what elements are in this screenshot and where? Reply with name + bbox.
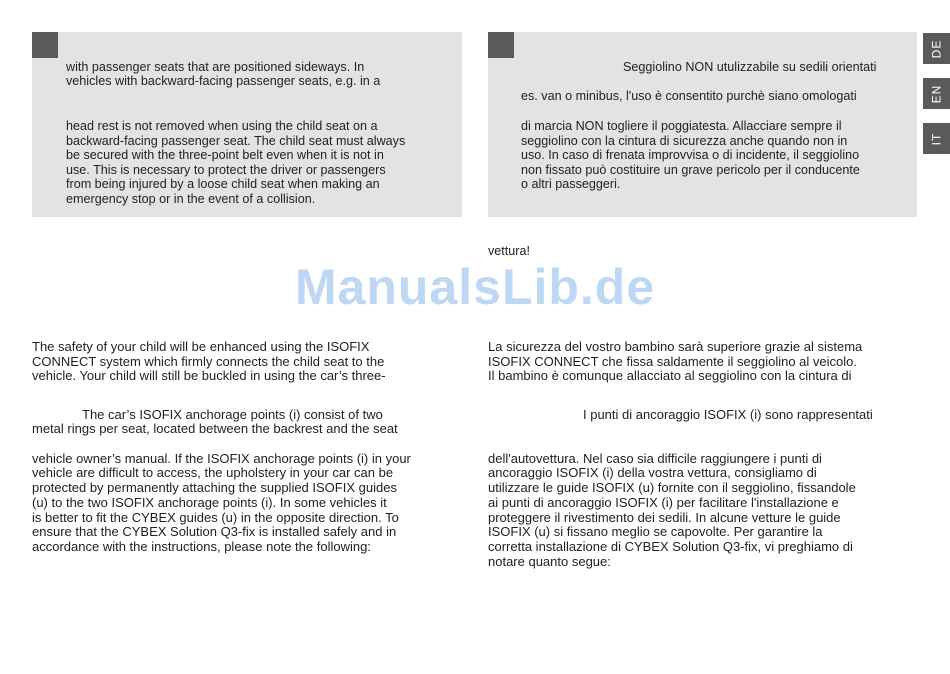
body-text-line: vehicle are difficult to access, the upholstery in your car can be [32,465,394,480]
body-text-line: I punti di ancoraggio ISOFIX (i) sono rappresentati [583,407,873,422]
warning-marker-icon [488,32,514,58]
continuation-text: vettura! [488,244,530,258]
body-text-line: corretta installazione di CYBEX Solution Q3-fix, vi preghiamo di [488,539,853,554]
body-text-line: Il bambino è comunque allacciato al seggiolino con la cintura di [488,368,852,383]
warning-text-line: uso. In caso di frenata improvvisa o di incidente, il seggiolino [521,148,860,162]
body-text-line: utilizzare le guide ISOFIX (u) fornite con il seggiolino, fissandole [488,480,856,495]
warning-text-line: non fissato può costituire un grave pericolo per il conducente [521,163,860,177]
tab-it-label: IT [929,132,944,145]
warning-text-line: from being injured by a loose child seat when making an [66,177,380,191]
warning-marker-icon [32,32,58,58]
tab-it[interactable] [923,123,950,154]
body-text-line: vehicle. Your child will still be buckled in using the car’s three- [32,368,386,383]
body-text-line: La sicurezza del vostro bambino sarà superiore grazie al sistema [488,339,863,354]
warning-text-line: es. van o minibus, l'uso è consentito purchè siano omologati [521,89,857,103]
warning-text-line: di marcia NON togliere il poggiatesta. Allacciare sempre il [521,119,842,133]
body-text-line: ai punti di ancoraggio ISOFIX (i) per facilitare l'installazione e [488,495,839,510]
warning-text-line: Seggiolino NON utulizzabile su sedili orientati [623,60,877,74]
body-text-line: notare quanto segue: [488,554,611,569]
body-text-line: is better to fit the CYBEX guides (u) in the opposite direction. To [32,510,399,525]
tab-de-label: DE [929,39,944,58]
warning-text-line: head rest is not removed when using the child seat on a [66,119,378,133]
tab-de[interactable] [923,33,950,64]
warning-text-line: seggiolino con la cintura di sicurezza anche quando non in [521,134,848,148]
warning-text-line: use. This is necessary to protect the driver or passengers [66,163,386,177]
body-text-line: (u) to the two ISOFIX anchorage points (i). In some vehicles it [32,495,387,510]
body-text-line: ensure that the CYBEX Solution Q3-fix is installed safely and in [32,524,397,539]
tab-en-label: EN [929,84,944,103]
body-text-line: metal rings per seat, located between the backrest and the seat [32,421,398,436]
warning-text-line: vehicles with backward-facing passenger seats, e.g. in a [66,74,381,88]
body-text-line: ISOFIX CONNECT che fissa saldamente il seggiolino al veicolo. [488,354,857,369]
body-text-line: The safety of your child will be enhanced using the ISOFIX [32,339,370,354]
body-text-line: proteggere il rivestimento dei sedili. In alcune vetture le guide [488,510,841,525]
warning-text-line: with passenger seats that are positioned sideways. In [66,60,365,74]
warning-text-line: o altri passeggeri. [521,177,621,191]
warning-text-line: be secured with the three-point belt even when it is not in [66,148,384,162]
body-text-line: ancoraggio ISOFIX (i) della vostra vettura, consigliamo di [488,465,817,480]
warning-text-line: backward-facing passenger seat. The child seat must always [66,134,406,148]
tab-en[interactable] [923,78,950,109]
watermark: ManualsLib.de [294,259,656,315]
body-text-line: protected by permanently attaching the supplied ISOFIX guides [32,480,397,495]
body-text-line: vehicle owner’s manual. If the ISOFIX anchorage points (i) in your [32,451,411,466]
body-text-line: CONNECT system which firmly connects the child seat to the [32,354,385,369]
body-text-line: accordance with the instructions, please note the following: [32,539,371,554]
body-text-line: The car’s ISOFIX anchorage points (i) consist of two [82,407,383,422]
body-text-line: ISOFIX (u) si fissano meglio se capovolte. Per garantire la [488,524,823,539]
warning-text-line: emergency stop or in the event of a collision. [66,192,316,206]
body-text-line: dell'autovettura. Nel caso sia difficile raggiungere i punti di [488,451,822,466]
